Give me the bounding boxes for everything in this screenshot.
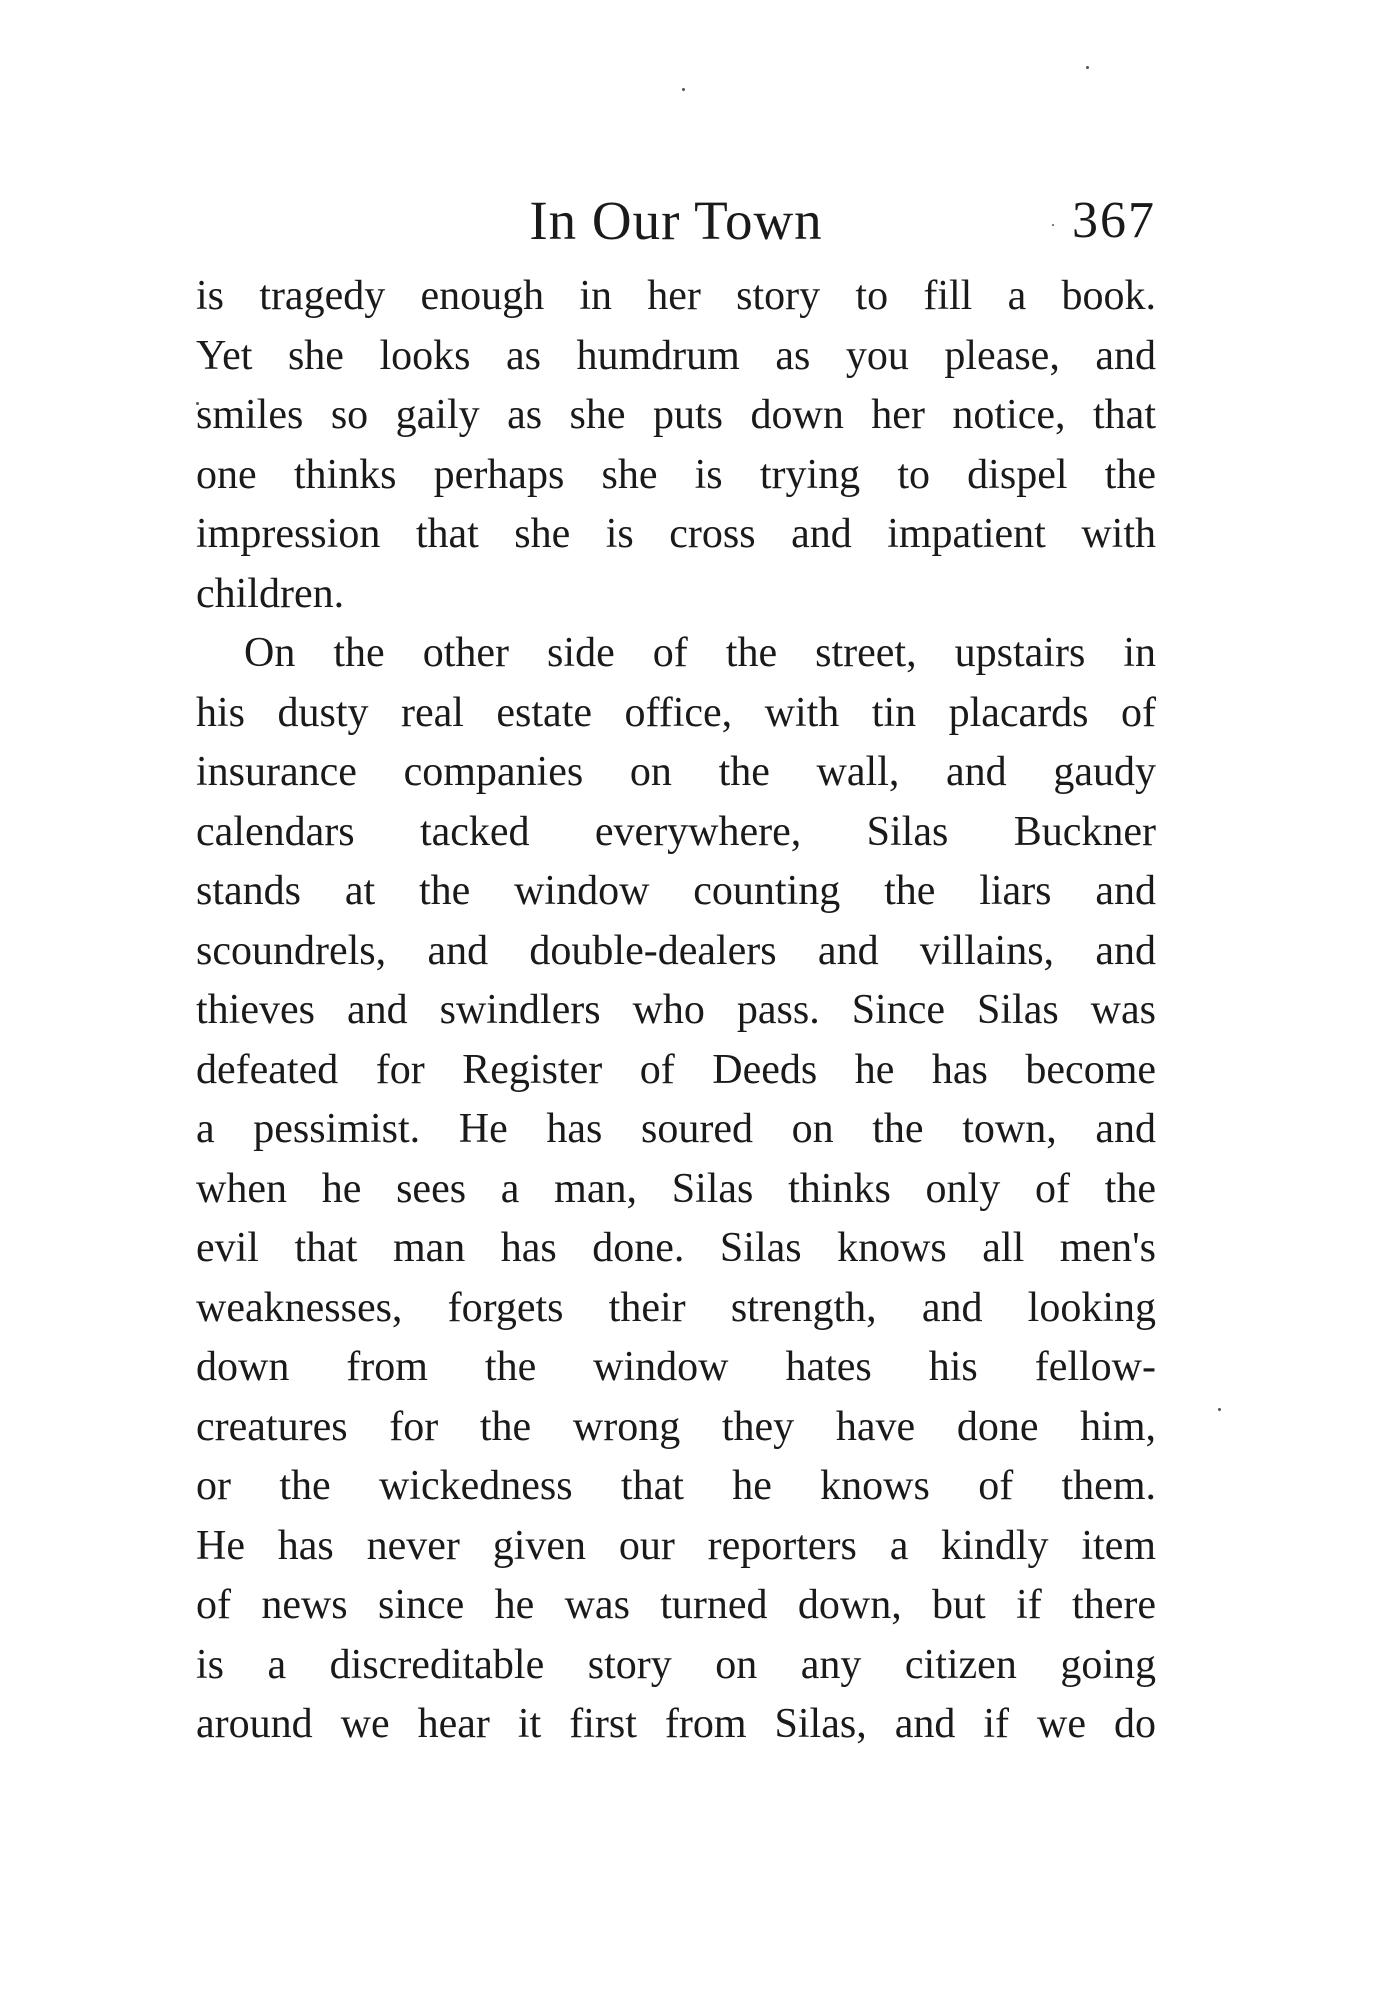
text-line: creatures for the wrong they have done him, xyxy=(196,1403,1156,1450)
text-line: is tragedy enough in her story to fill a book. xyxy=(196,273,1156,319)
text-line: scoundrels, and double-dealers and villains, and xyxy=(196,927,1156,974)
text-line: or the wickedness that he knows of them. xyxy=(196,1463,1156,1509)
text-line: stands at the window counting the liars and xyxy=(196,868,1156,914)
text-line: He has never given our reporters a kindly item xyxy=(196,1522,1156,1569)
paper-speck xyxy=(682,88,685,91)
text-line: defeated for Register of Deeds he has become xyxy=(196,1046,1156,1093)
body-text xyxy=(196,267,1156,1755)
text-line: children. xyxy=(196,570,345,617)
paper-speck xyxy=(1218,1408,1221,1411)
text-line: insurance companies on the wall, and gaudy xyxy=(196,749,1156,795)
text-line: impression that she is cross and impatient with xyxy=(196,511,1156,557)
text-line: down from the window hates his fellow- xyxy=(196,1344,1156,1390)
text-line: Yet she looks as humdrum as you please, and xyxy=(196,332,1156,379)
text-line: smiles so gaily as she puts down her notice, that xyxy=(196,392,1156,438)
text-line: around we hear it first from Silas, and if we do xyxy=(196,1701,1156,1747)
running-title: In Our Town xyxy=(529,190,823,251)
text-line: his dusty real estate office, with tin placards of xyxy=(196,689,1156,736)
text-line: evil that man has done. Silas knows all men's xyxy=(196,1225,1156,1271)
text-line: is a discreditable story on any citizen going xyxy=(196,1641,1156,1688)
paper-speck xyxy=(1086,66,1089,69)
page-number: 367 xyxy=(1072,192,1156,249)
text-line: weaknesses, forgets their strength, and looking xyxy=(196,1284,1156,1331)
text-line: one thinks perhaps she is trying to dispel the xyxy=(196,451,1156,498)
text-line: calendars tacked everywhere, Silas Buckner xyxy=(196,808,1156,855)
text-line: when he sees a man, Silas thinks only of the xyxy=(196,1165,1156,1212)
running-head xyxy=(196,186,1156,256)
paragraph-start-line: On the other side of the street, upstairs in xyxy=(244,630,1156,676)
text-line: a pessimist. He has soured on the town, and xyxy=(196,1106,1156,1152)
text-line: thieves and swindlers who pass. Since Silas was xyxy=(196,987,1156,1033)
text-line: of news since he was turned down, but if there xyxy=(196,1582,1156,1628)
